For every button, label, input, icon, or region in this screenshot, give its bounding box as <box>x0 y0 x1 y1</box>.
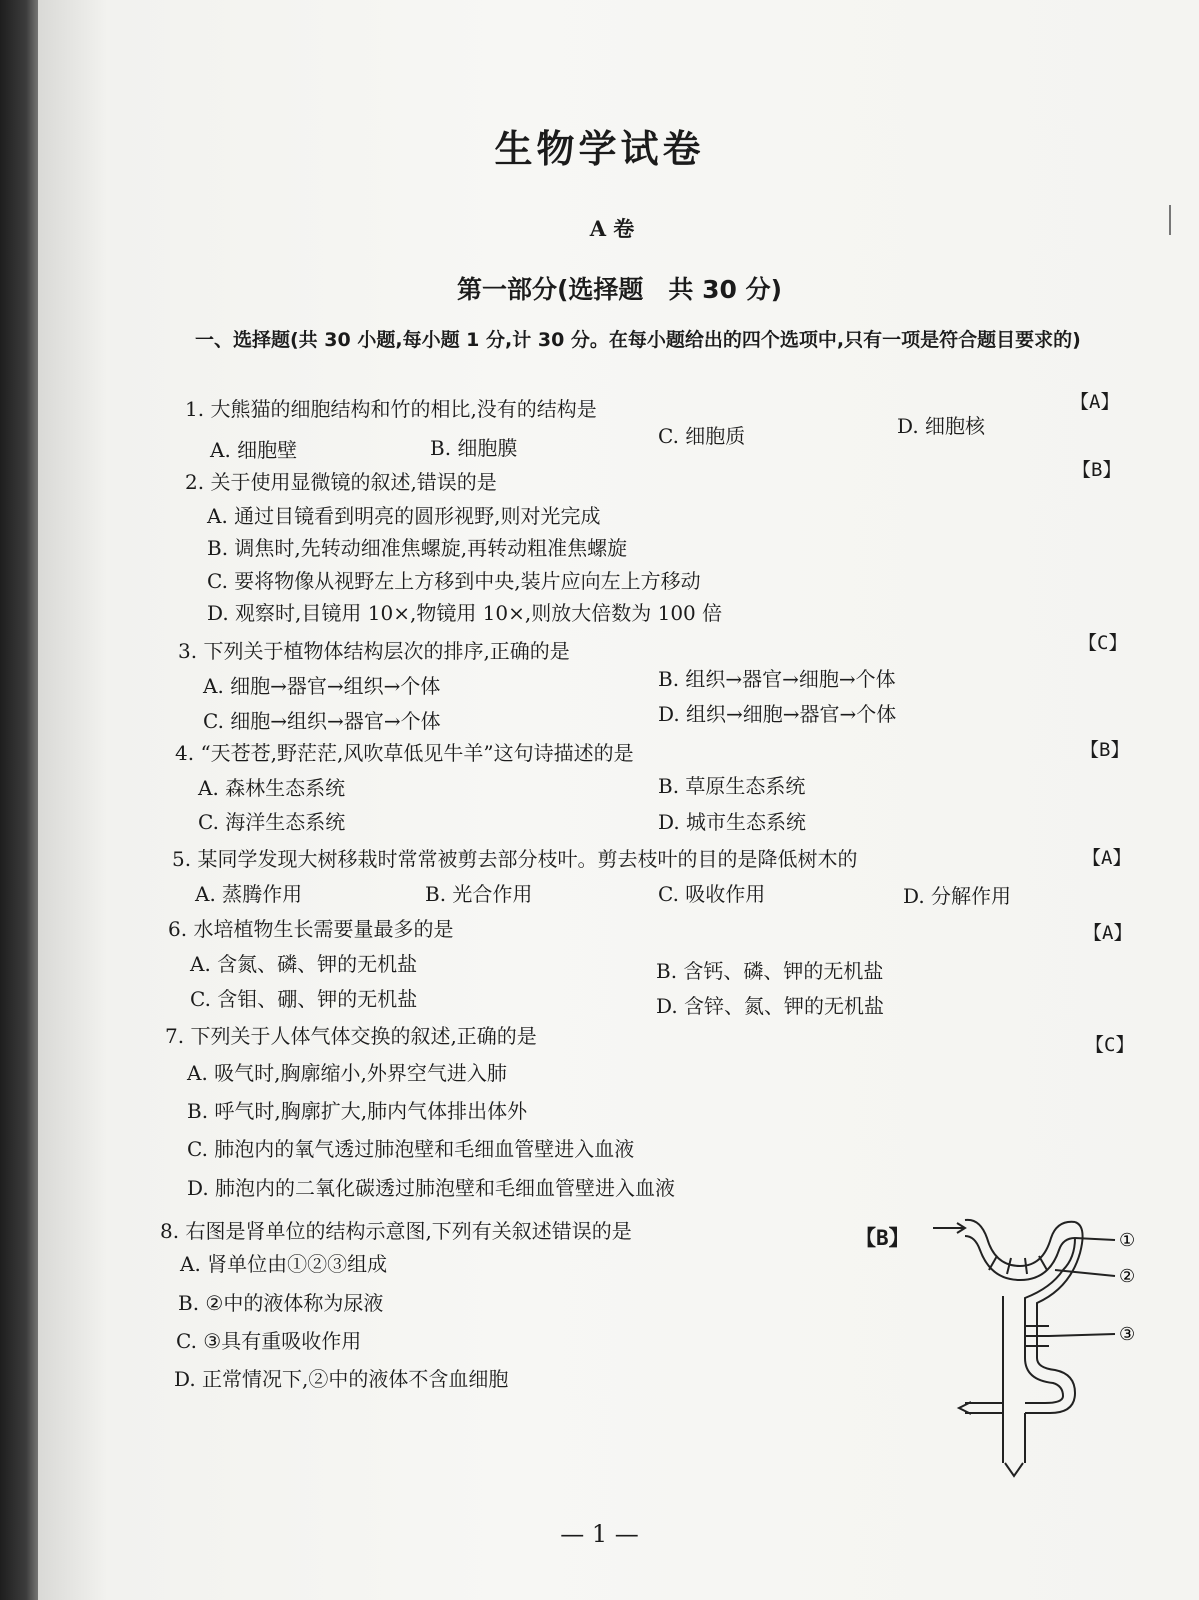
option: C. 海洋生态系统 <box>198 810 346 834</box>
answer-mark: 【C】 <box>1085 1034 1135 1056</box>
answer-mark: 【C】 <box>1078 632 1128 654</box>
option: C. 含钼、硼、钾的无机盐 <box>190 987 418 1011</box>
option: C. 细胞质 <box>658 424 746 448</box>
part-heading: 第一部分(选择题 共 30 分) <box>456 275 783 304</box>
option: A. 森林生态系统 <box>198 776 346 800</box>
question-stem: 1. 大熊猫的细胞结构和竹的相比,没有的结构是 <box>185 397 597 421</box>
question-stem: 8. 右图是肾单位的结构示意图,下列有关叙述错误的是 <box>160 1219 632 1243</box>
label-2: ② <box>1119 1266 1136 1287</box>
answer-mark: 【A】 <box>1082 847 1132 869</box>
option: C. 细胞→组织→器官→个体 <box>203 709 441 733</box>
capsule-outer <box>965 1220 1075 1266</box>
option: C. 吸收作用 <box>658 882 766 906</box>
answer-mark: 【B】 <box>1080 739 1130 761</box>
down-arrow-icon <box>1005 1463 1023 1476</box>
question-stem: 4. “天苍苍,野茫茫,风吹草低见牛羊”这句诗描述的是 <box>175 741 634 765</box>
option: C. 要将物像从视野左上方移到中央,装片应向左上方移动 <box>207 569 701 593</box>
option: B. 细胞膜 <box>430 436 518 460</box>
question-stem: 3. 下列关于植物体结构层次的排序,正确的是 <box>178 639 570 663</box>
option: B. 草原生态系统 <box>658 774 806 798</box>
option: A. 含氮、磷、钾的无机盐 <box>190 952 418 976</box>
nephron-diagram <box>925 1208 1165 1488</box>
option: C. ③具有重吸收作用 <box>176 1329 362 1353</box>
instructions: 一、选择题(共 30 小题,每小题 1 分,计 30 分。在每小题给出的四个选项中,只有一项是符合题目要求的) <box>195 329 1081 351</box>
label-3: ③ <box>1119 1324 1136 1345</box>
label-1: ① <box>1119 1230 1136 1251</box>
option: A. 蒸腾作用 <box>195 882 303 906</box>
option: B. 含钙、磷、钾的无机盐 <box>656 959 884 983</box>
exam-title: 生物学试卷 <box>494 127 705 171</box>
option: A. 吸气时,胸廓缩小,外界空气进入肺 <box>187 1061 507 1085</box>
option: D. 组织→细胞→器官→个体 <box>658 702 897 726</box>
answer-mark: 【A】 <box>1070 391 1120 413</box>
answer-mark: 【A】 <box>1083 922 1133 944</box>
option: D. 细胞核 <box>897 414 986 438</box>
option: B. 组织→器官→细胞→个体 <box>658 667 896 691</box>
option: D. 含锌、氮、钾的无机盐 <box>656 994 885 1018</box>
page-number: — 1 — <box>560 1520 639 1548</box>
answer-mark: 【B】 <box>1072 459 1122 481</box>
capsule-inner <box>965 1236 1075 1280</box>
paper-section-label: A 卷 <box>589 216 635 241</box>
option: A. 细胞壁 <box>210 438 298 462</box>
option: A. 细胞→器官→组织→个体 <box>203 674 441 698</box>
question-stem: 7. 下列关于人体气体交换的叙述,正确的是 <box>165 1024 537 1048</box>
option: D. 分解作用 <box>903 884 1012 908</box>
option: B. 调焦时,先转动细准焦螺旋,再转动粗准焦螺旋 <box>207 536 628 560</box>
option: D. 城市生态系统 <box>658 810 807 834</box>
option: D. 观察时,目镜用 10×,物镜用 10×,则放大倍数为 100 倍 <box>207 601 723 625</box>
question-stem: 2. 关于使用显微镜的叙述,错误的是 <box>185 470 497 494</box>
option: B. 呼气时,胸廓扩大,肺内气体排出体外 <box>187 1099 528 1123</box>
question-stem: 5. 某同学发现大树移栽时常常被剪去部分枝叶。剪去枝叶的目的是降低树木的 <box>172 847 858 871</box>
option: A. 肾单位由①②③组成 <box>180 1252 388 1276</box>
answer-mark: 【B】 <box>855 1226 910 1250</box>
option: B. 光合作用 <box>425 882 533 906</box>
option: D. 正常情况下,②中的液体不含血细胞 <box>174 1367 509 1391</box>
option: D. 肺泡内的二氧化碳透过肺泡壁和毛细血管壁进入血液 <box>187 1176 676 1200</box>
option: C. 肺泡内的氧气透过肺泡壁和毛细血管壁进入血液 <box>187 1137 635 1161</box>
question-stem: 6. 水培植物生长需要量最多的是 <box>168 917 454 941</box>
option: B. ②中的液体称为尿液 <box>178 1291 384 1315</box>
option: A. 通过目镜看到明亮的圆形视野,则对光完成 <box>207 504 601 528</box>
